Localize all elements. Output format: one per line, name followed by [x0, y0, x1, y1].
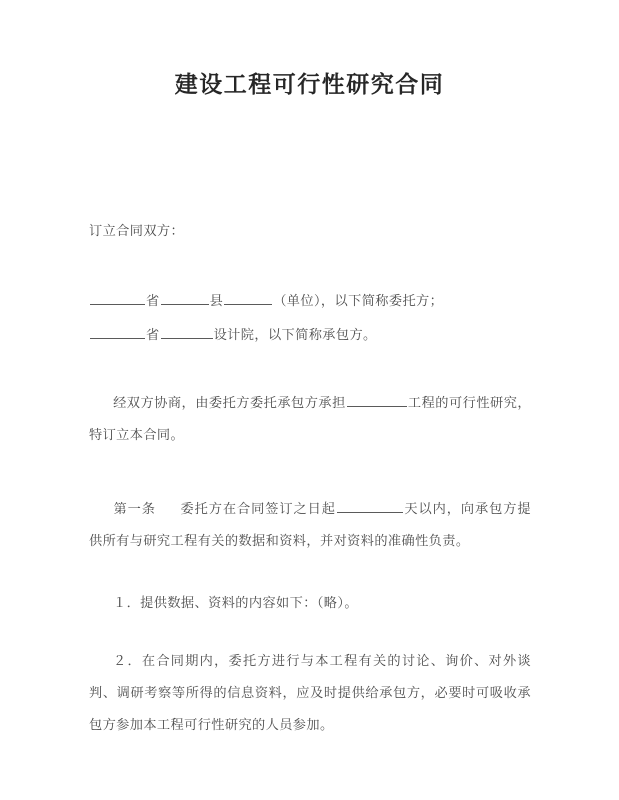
preamble-paragraph — [89, 388, 531, 452]
client-unit-blank[interactable] — [224, 290, 272, 305]
contractor-province-blank[interactable] — [90, 324, 145, 339]
article-one-text-after: 天以内，向承包方提供所有与研究工程有关的数据和资料，并对资料的准确性负责。 — [89, 502, 531, 549]
document-body — [89, 216, 531, 742]
contractor-institute-blank[interactable] — [161, 324, 213, 339]
page-title: 建设工程可行性研究合同 — [174, 72, 445, 98]
client-province-blank[interactable] — [90, 290, 145, 305]
clause-item-1: １．提供数据、资料的内容如下：（略）。 — [113, 596, 358, 611]
party-contractor-line — [89, 320, 531, 352]
article-one-text-before: 委托方在合同签订之日起 — [179, 502, 336, 517]
contractor-suffix-label: 设计院，以下简称承包方。 — [213, 328, 377, 343]
parties-heading: 订立合同双方： — [89, 224, 185, 239]
preamble-project-blank[interactable] — [347, 392, 407, 407]
client-province-label: 省 — [146, 294, 160, 309]
preamble-text-after: 工程的可行性研究，特订立本合同。 — [89, 396, 531, 443]
contractor-province-label: 省 — [146, 328, 160, 343]
article-one-label: 第一条 — [113, 502, 156, 517]
client-county-blank[interactable] — [161, 290, 209, 305]
clause-item-2: ２．在合同期内，委托方进行与本工程有关的讨论、询价、对外谈判、调研考察等所得的信息资料，应及时提供给承包方，必要时可吸收承包方参加本工程可行性研究的人员参加。 — [89, 654, 531, 733]
preamble-text-before: 经双方协商，由委托方委托承包方承担 — [113, 396, 346, 411]
client-county-label: 县 — [209, 294, 224, 309]
party-client-line — [89, 286, 531, 318]
article-one-days-blank[interactable] — [337, 498, 403, 513]
article-one-paragraph — [89, 494, 531, 558]
client-suffix-label: （单位），以下简称委托方； — [273, 294, 444, 309]
